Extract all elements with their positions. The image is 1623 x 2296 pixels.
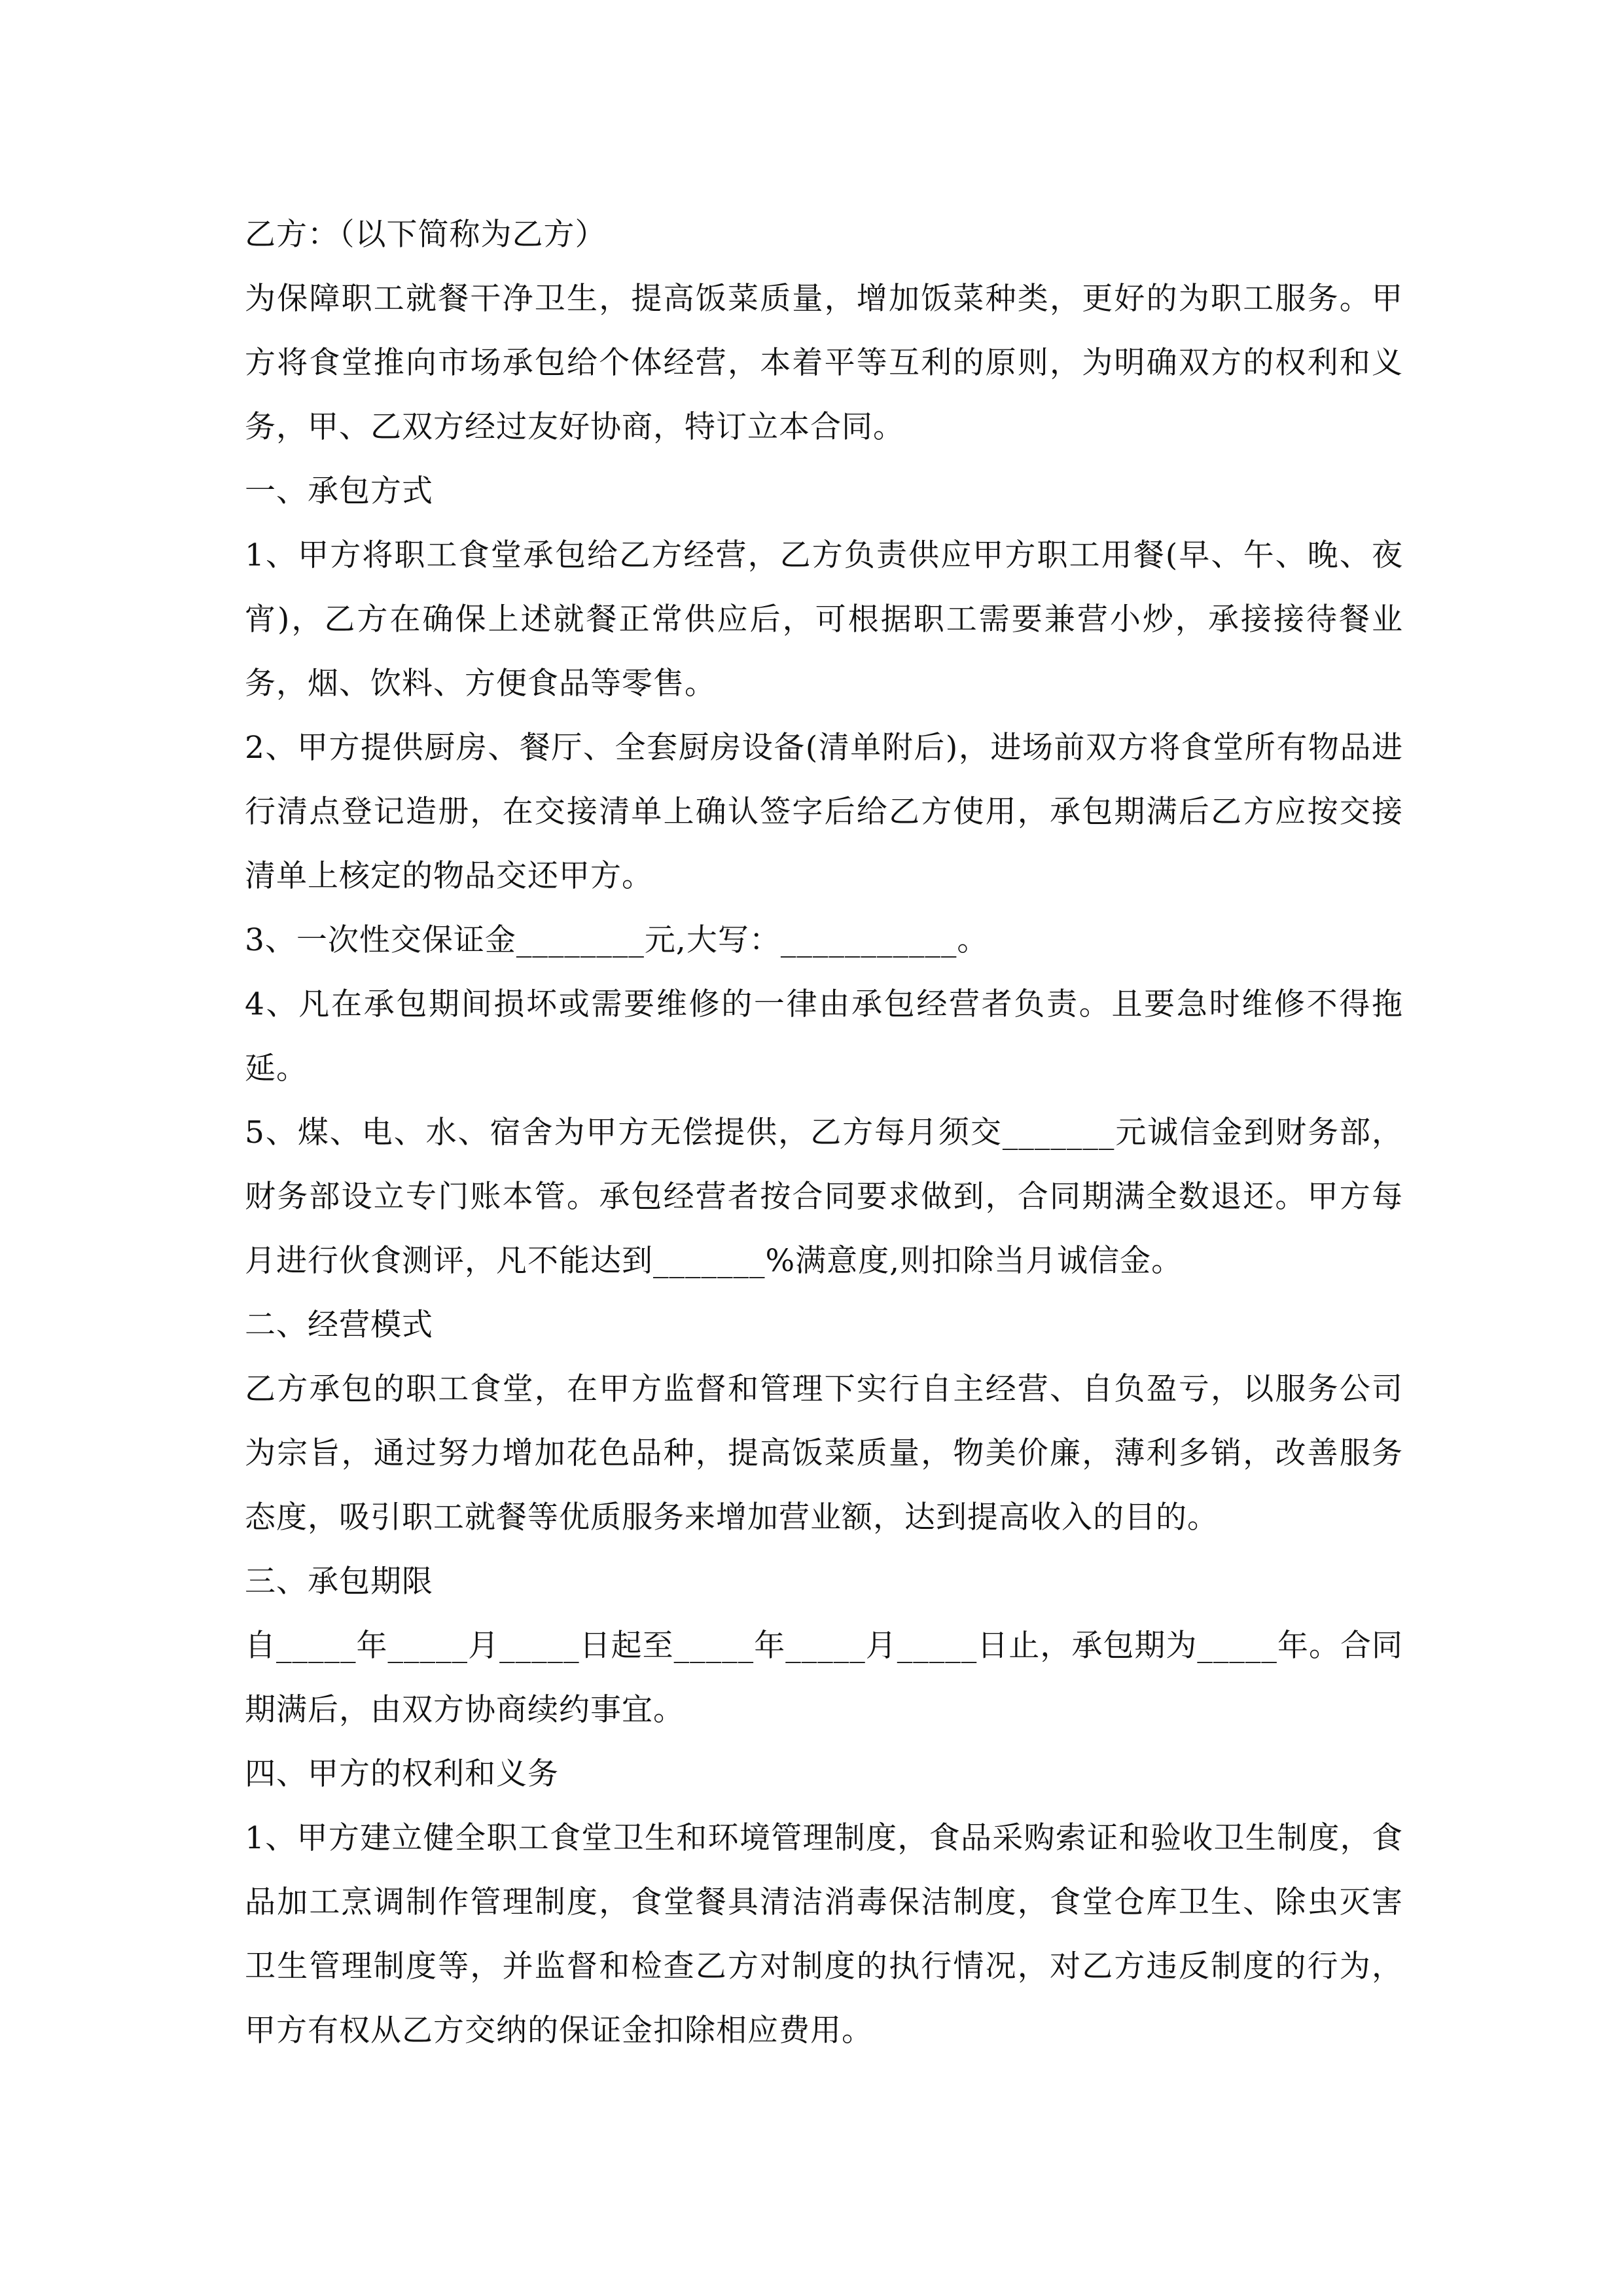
preamble-paragraph: 为保障职工就餐干净卫生，提高饭菜质量，增加饭菜种类，更好的为职工服务。甲方将食堂推向市场承包给个体经营，本着平等互利的原则，为明确双方的权利和义务，甲、乙双方经过友好协商，特订立本合同。	[245, 281, 1403, 445]
clause-1-4: 4、凡在承包期间损坏或需要维修的一律由承包经营者负责。且要急时维修不得拖延。	[245, 986, 1403, 1086]
section-heading-contracting-method: 一、承包方式	[245, 473, 433, 509]
document-body	[245, 203, 1403, 2063]
clause-1-1: 1、甲方将职工食堂承包给乙方经营，乙方负责供应甲方职工用餐(早、午、晚、夜宵)，乙方在确保上述就餐正常供应后，可根据职工需要兼营小炒，承接接待餐业务，烟、饮料、方便食品等零售。	[245, 537, 1403, 702]
business-model-paragraph: 乙方承包的职工食堂，在甲方监督和管理下实行自主经营、自负盈亏，以服务公司为宗旨，通过努力增加花色品种，提高饭菜质量，物美价廉，薄利多销，改善服务态度，吸引职工就餐等优质服务来增加营业额，达到提高收入的目的。	[245, 1371, 1403, 1535]
clause-1-5: 5、煤、电、水、宿舍为甲方无偿提供，乙方每月须交_______元诚信金到财务部，财务部设立专门账本管。承包经营者按合同要求做到，合同期满全数退还。甲方每月进行伙食测评，凡不能达到_______%满意度,则扣除当月诚信金。	[245, 1115, 1403, 1279]
section-heading-contract-term: 三、承包期限	[245, 1564, 433, 1600]
contract-term-paragraph: 自_____年_____月_____日起至_____年_____月_____日止，承包期为_____年。合同期满后，由双方协商续约事宜。	[245, 1628, 1403, 1728]
section-heading-business-model: 二、经营模式	[245, 1307, 433, 1343]
clause-4-1: 1、甲方建立健全职工食堂卫生和环境管理制度，食品采购索证和验收卫生制度，食品加工烹调制作管理制度，食堂餐具清洁消毒保洁制度，食堂仓库卫生、除虫灭害卫生管理制度等，并监督和检查乙方对制度的执行情况，对乙方违反制度的行为，甲方有权从乙方交纳的保证金扣除相应费用。	[245, 1820, 1403, 2049]
clause-1-2: 2、甲方提供厨房、餐厅、全套厨房设备(清单附后)，进场前双方将食堂所有物品进行清点登记造册，在交接清单上确认签字后给乙方使用，承包期满后乙方应按交接清单上核定的物品交还甲方。	[245, 730, 1403, 894]
section-heading-party-a-rights: 四、甲方的权利和义务	[245, 1756, 559, 1792]
party-b-line: 乙方：（以下简称为乙方）	[245, 217, 607, 253]
clause-1-3-deposit: 3、一次性交保证金________元,大写：___________。	[245, 922, 989, 958]
